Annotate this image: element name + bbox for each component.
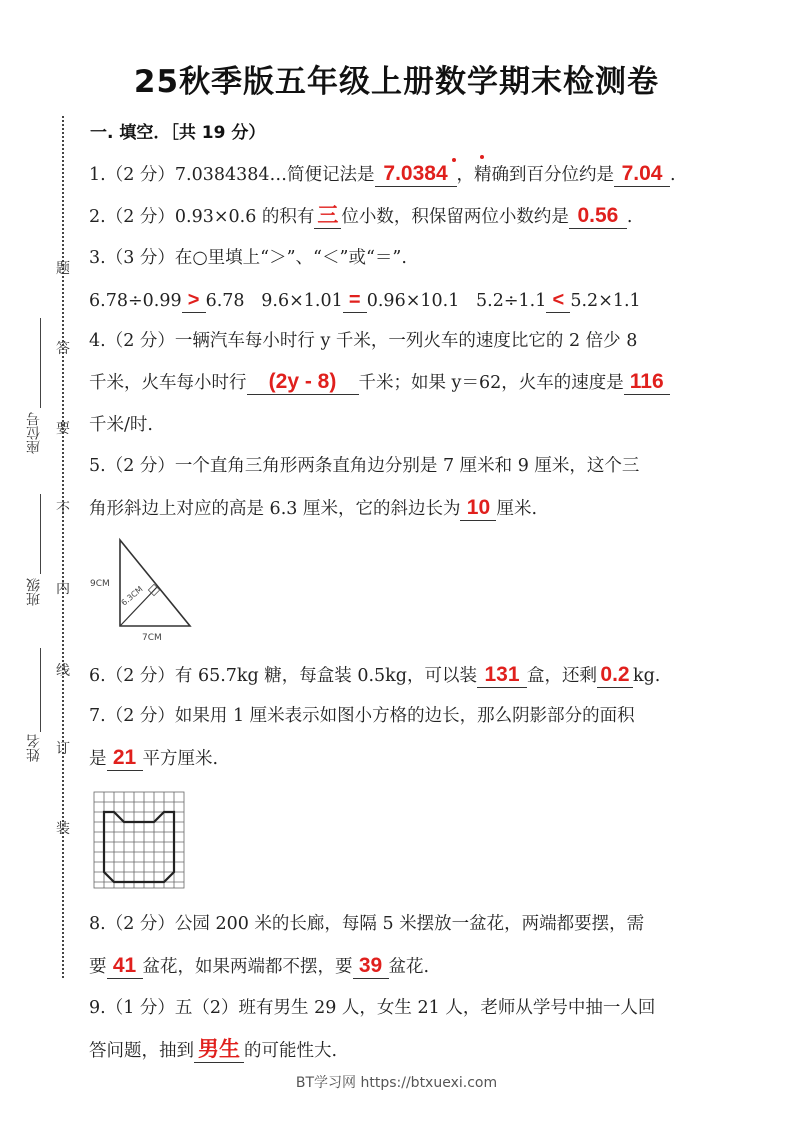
question-8: 8.（2 分）公园 200 米的长廊，每隔 5 米摆放一盆花，两端都要摆，需 (89, 914, 645, 934)
question-9: 9.（1 分）五（2）班有男生 29 人，女生 21 人，老师从学号中抽一人回 (89, 998, 656, 1018)
answer-blank: 41 (107, 954, 143, 979)
answer-blank: 7.04 (614, 162, 670, 187)
name-blank (40, 648, 41, 732)
question-4-line-3: 千米/时. (89, 415, 153, 435)
question-7-line-2: 是 21 平方厘米. (89, 746, 219, 769)
binding-char: 订 (56, 741, 70, 757)
binding-char: 答 (56, 341, 70, 357)
triangle-figure (90, 534, 200, 646)
binding-char: 要 (56, 421, 70, 437)
answer-blank: 39 (353, 954, 389, 979)
answer-blank: 21 (107, 746, 143, 771)
figure-label-bottom: 7CM (142, 633, 162, 643)
question-5-line-2: 角形斜边上对应的高是 6.3 厘米，它的斜边长为 10 厘米. (89, 496, 538, 519)
question-4-line-2: 千米，火车每小时行 (2y - 8) 千米；如果 y＝62，火车的速度是 116 (89, 370, 670, 396)
section-heading: 一. 填空．［共 19 分） (90, 123, 266, 143)
answer-blank: > (182, 288, 206, 313)
binding-char: 不 (56, 501, 70, 517)
name-label: 姓名 (26, 734, 42, 762)
answer-blank: 0.2 (597, 663, 633, 688)
page-title: 25秋季版五年级上册数学期末检测卷 (133, 64, 660, 100)
question-5: 5.（2 分）一个直角三角形两条直角边分别是 7 厘米和 9 厘米，这个三 (89, 456, 640, 476)
figure-label-height: 6.3CM (119, 584, 145, 608)
class-blank (40, 494, 41, 574)
repeating-dot (480, 155, 484, 159)
repeating-dot (452, 158, 456, 162)
binding-char: 题 (56, 261, 70, 277)
grid-figure (92, 790, 186, 890)
question-7: 7.（2 分）如果用 1 厘米表示如图小方格的边长，那么阴影部分的面积 (89, 706, 635, 726)
answer-blank: 131 (477, 663, 527, 688)
question-3-expressions: 6.78÷0.99 > 6.78 9.6×1.01 = 0.96×10.1 5.2÷1.1 < 5.2×1.1 (89, 289, 641, 311)
answer-blank: 三 (314, 204, 341, 229)
question-3: 3.（3 分）在○里填上“＞”、“＜”或“＝”. (89, 248, 407, 268)
binding-char: 装 (56, 821, 70, 837)
seat-number-blank (40, 318, 41, 408)
question-1: 1.（2 分）7.0384384…简便记法是 7.0384 ，精确到百分位约是 7.04 . (89, 162, 676, 185)
answer-blank: = (343, 288, 367, 313)
question-4: 4.（2 分）一辆汽车每小时行 y 千米，一列火车的速度比它的 2 倍少 8 (89, 331, 638, 351)
figure-label-left: 9CM (90, 579, 110, 589)
class-label: 班级 (26, 578, 42, 606)
question-6: 6.（2 分）有 65.7kg 糖，每盒装 0.5kg，可以装 131 盒，还剩 0.2 kg. (89, 663, 661, 686)
footer-watermark: BT学习网 https://btxuexi.com (295, 1075, 498, 1091)
binding-dotted-line (62, 116, 64, 978)
question-8-line-2: 要 41 盆花，如果两端都不摆，要 39 盆花. (89, 954, 430, 977)
binding-char: 内 (56, 581, 70, 597)
answer-blank: 116 (624, 370, 670, 395)
answer-blank: < (546, 288, 570, 313)
answer-blank: 男生 (194, 1038, 244, 1063)
answer-blank: 0.56 (569, 204, 627, 229)
answer-blank: 7.0384 (375, 162, 457, 187)
answer-blank: 10 (460, 496, 496, 521)
answer-blank: (2y - 8) (247, 370, 359, 395)
question-9-line-2: 答问题，抽到 男生 的可能性大. (89, 1038, 338, 1061)
seat-number-label: 座位号 (26, 412, 42, 454)
binding-char: 线 (56, 663, 70, 679)
question-2: 2.（2 分）0.93×0.6 的积有 三 位小数，积保留两位小数约是 0.56 . (89, 204, 633, 227)
